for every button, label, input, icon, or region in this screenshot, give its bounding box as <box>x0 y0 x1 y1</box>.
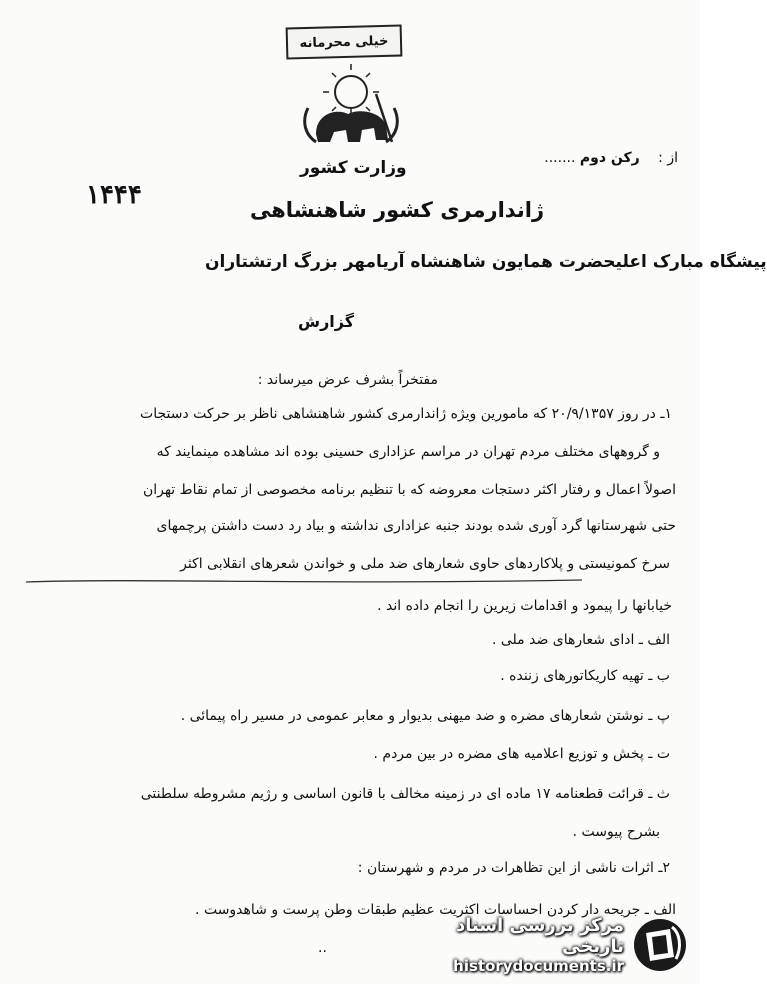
from-value: رکن دوم <box>579 150 640 166</box>
body-line: ت ـ پخش و توزیع اعلامیه های مضره در بین مردم . <box>373 746 670 762</box>
body-line: اصولاً اعمال و رفتار اکثر دستجات معروضه که با تنظیم برنامه مخصوصی از تمام نقاط تهران <box>142 482 676 498</box>
body-line: مفتخراً بشرف عرض میرساند : <box>257 372 438 388</box>
document-number: ۱۴۴۴ <box>86 180 142 210</box>
watermark <box>398 916 688 974</box>
body-line: ب ـ تهیه کاریکاتورهای زننده . <box>500 668 670 684</box>
body-line: ۲ـ اثرات ناشی از این تظاهرات در مردم و شهرستان : <box>357 860 670 876</box>
body-line: الف ـ ادای شعارهای ضد ملی . <box>491 632 670 648</box>
body-line: حتی شهرستانها گرد آوری شده بودند جنبه عزاداری نداشته و بیاد رد دست داشتن پرچمهای <box>156 518 676 534</box>
body-line: ۱ـ در روز ۲۰/۹/۱۳۵۷ که مامورین ویژه ژاندارمری کشور شاهنشاهی ناظر بر حرکت دستجات <box>140 406 672 422</box>
body-line: خیابانها را پیمود و اقدامات زیرین را انجام داده اند . <box>377 598 672 614</box>
body-line: سرخ کمونیستی و پلاکاردهای حاوی شعارهای ضد ملی و خواندن شعرهای انقلابی اکثر <box>180 556 670 572</box>
body-line: پ ـ نوشتن شعارهای مضره و ضد میهنی بدیوار و معابر عمومی در مسیر راه پیمائی . <box>180 708 670 724</box>
page-mark: .. <box>318 940 327 956</box>
report-title: گزارش <box>298 312 355 331</box>
watermark-title: مرکز بررسی اسناد تاریخی <box>456 915 624 957</box>
from-label: از : <box>658 150 678 166</box>
classification-stamp <box>286 24 403 59</box>
body-line: و گروههای مختلف مردم تهران در مراسم عزاداری حسینی بوده اند مشاهده مینمایند که <box>156 444 660 460</box>
body-line: ث ـ قرائت قطعنامه ۱۷ ماده ای در زمینه مخالف با قانون اساسی و رژیم مشروطه سلطنتی <box>140 786 670 802</box>
lion-and-sun-emblem <box>296 64 406 148</box>
stamp-text: خیلی محرمانه <box>299 33 389 51</box>
addressee-line: پیشگاه مبارک اعلیحضرت همایون شاهنشاه آریامهر بزرگ ارتشتاران <box>205 252 767 272</box>
from-field: از : رکن دوم ....... <box>544 150 678 166</box>
handwritten-underline <box>24 576 584 586</box>
body-line: الف ـ جریحه دار کردن احساسات اکثریت عظیم طبقات وطن پرست و شاهدوست . <box>195 902 676 918</box>
ministry-heading: وزارت کشور <box>300 158 407 178</box>
body-line: بشرح پیوست . <box>572 824 660 840</box>
organization-heading: ژاندارمری کشور شاهنشاهی <box>250 198 545 222</box>
watermark-logo-icon <box>632 917 688 973</box>
watermark-url: historydocuments.ir <box>453 957 624 975</box>
